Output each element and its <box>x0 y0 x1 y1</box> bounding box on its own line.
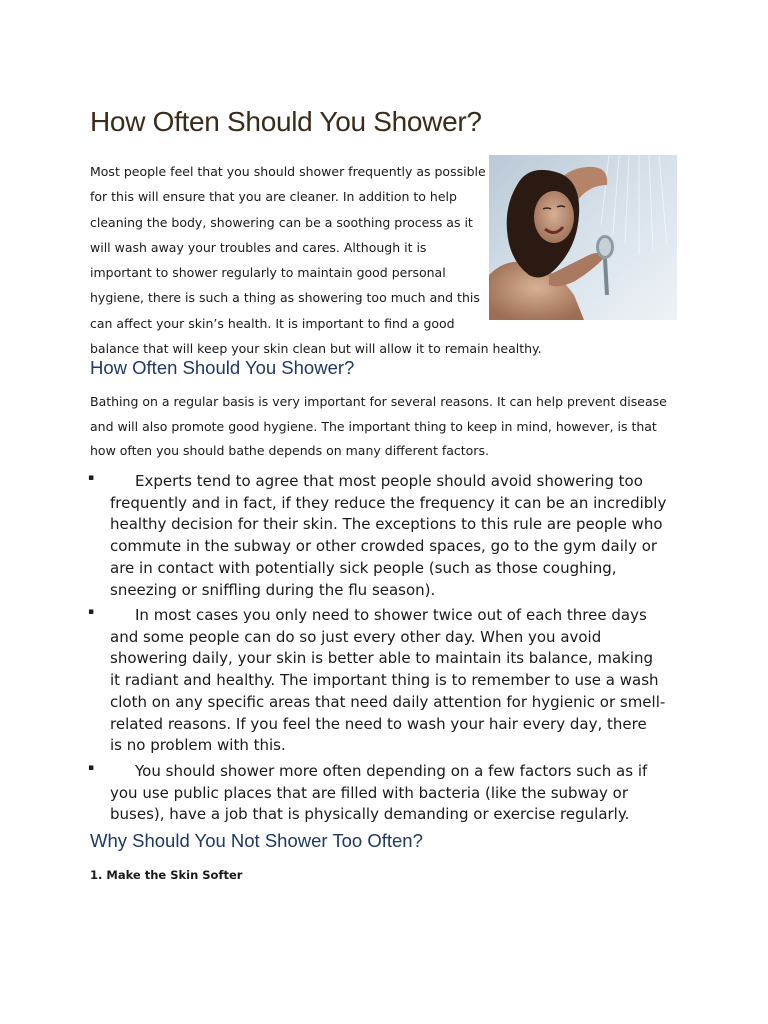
intro-line: for this will ensure that you are cleaner. In addition to help <box>90 189 457 205</box>
bullet-line: healthy decision for their skin. The exceptions to this rule are people who <box>110 515 663 534</box>
bullet-line: commute in the subway or other crowded spaces, go to the gym daily or <box>110 537 658 556</box>
bullet-text <box>110 471 666 601</box>
subheading: 1. Make the Skin Softer <box>90 868 243 882</box>
paragraph-line: how often you should bathe depends on many different factors. <box>90 443 489 458</box>
bullet-line: related reasons. If you feel the need to wash your hair every day, there <box>110 714 647 733</box>
bullet-icon: ▪ <box>88 763 95 773</box>
section-heading: How Often Should You Shower? <box>90 357 355 378</box>
intro-line: cleaning the body, showering can be a soothing process as it <box>90 214 473 230</box>
bullet-line: Experts tend to agree that most people should avoid showering too <box>135 472 643 490</box>
page-title: How Often Should You Shower? <box>90 106 482 137</box>
bullet-line: it radiant and healthy. The important thing is to remember to use a wash <box>110 671 659 690</box>
bullet-line: and some people can do so just every other day. When you avoid <box>110 627 602 646</box>
bullet-line: You should shower more often depending on a few factors such as if <box>135 762 648 780</box>
bullet-line: sneezing or sniffling during the flu season). <box>110 580 436 599</box>
intro-line: important to shower regularly to maintain good personal <box>90 265 446 281</box>
section-paragraph <box>90 390 667 464</box>
bullet-line: showering daily, your skin is better able to maintain its balance, making <box>110 649 654 668</box>
intro-line: hygiene, there is such a thing as showering too much and this <box>90 290 480 306</box>
bullet-line: In most cases you only need to shower twice out of each three days <box>135 606 647 624</box>
bullet-text <box>110 605 665 757</box>
bullet-icon: ▪ <box>88 607 95 617</box>
bullet-line: you use public places that are filled with bacteria (like the subway or <box>110 783 629 802</box>
bullet-icon: ▪ <box>88 473 95 483</box>
bullet-line: are in contact with potentially sick people (such as those coughing, <box>110 558 617 577</box>
intro-line: will wash away your troubles and cares. Although it is <box>90 239 427 255</box>
bullet-line: cloth on any specific areas that need daily attention for hygienic or smell- <box>110 692 666 711</box>
intro-line: Most people feel that you should shower frequently as possible <box>90 164 486 179</box>
section-heading: Why Should You Not Shower Too Often? <box>90 830 423 851</box>
paragraph-line: and will also promote good hygiene. The important thing to keep in mind, however, is that <box>90 418 657 434</box>
intro-line: balance that will keep your skin clean but will allow it to remain healthy. <box>90 341 542 357</box>
bullet-line: frequently and in fact, if they reduce the frequency it can be an incredibly <box>110 493 667 512</box>
intro-paragraph <box>90 159 542 361</box>
intro-line: can affect your skin’s health. It is important to find a good <box>90 315 455 331</box>
bullet-text <box>110 761 647 826</box>
bullet-line: is no problem with this. <box>110 736 286 755</box>
paragraph-line: Bathing on a regular basis is very important for several reasons. It can help prevent disease <box>90 394 667 409</box>
bullet-line: buses), have a job that is physically demanding or exercise regularly. <box>110 805 630 824</box>
